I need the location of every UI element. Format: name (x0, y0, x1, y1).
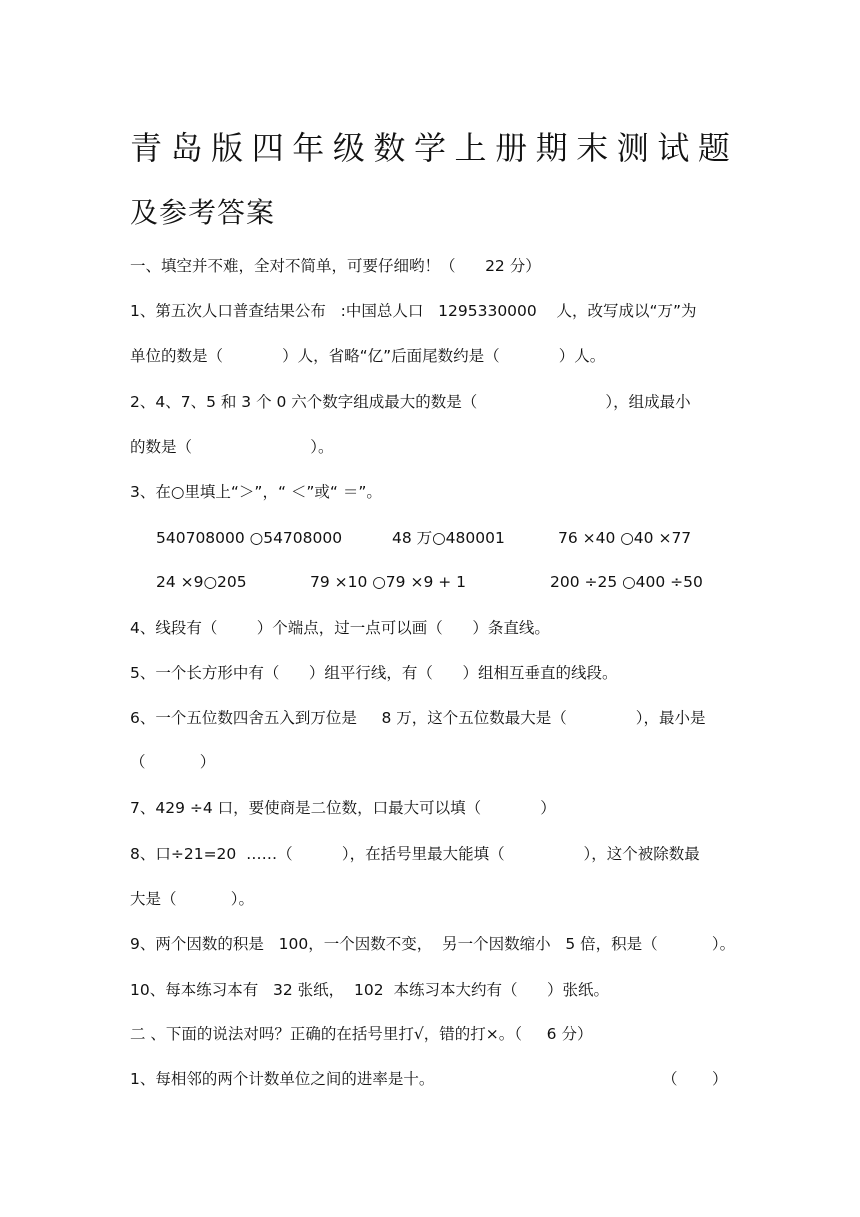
title-char: 版 (211, 129, 244, 167)
comparison-item: 48 万○480001 (392, 529, 505, 547)
comparison-item: 24 ×9○205 (156, 573, 247, 591)
document-title-line1 (130, 126, 730, 170)
title-char: 年 (292, 129, 325, 167)
question-5: 5、一个长方形中有（ ）组平行线，有（ ）组相互垂直的线段。 (130, 664, 618, 682)
question-6-line2: （ ） (130, 753, 216, 771)
title-char: 题 (697, 129, 730, 167)
title-char: 试 (657, 129, 690, 167)
question-9: 9、两个因数的积是 100，一个因数不变， 另一个因数缩小 5 倍，积是（ ）。 (130, 935, 736, 953)
title-char: 数 (373, 129, 406, 167)
question-3: 3、在○里填上“＞”，“ ＜”或“ ＝”。 (130, 483, 382, 501)
judge-answer-bracket: （ ） (662, 1070, 728, 1088)
question-7: 7、429 ÷4 口，要使商是二位数，口最大可以填（ ） (130, 799, 556, 817)
question-2-line1: 2、4、7、5 和 3 个 0 六个数字组成最大的数是（ ），组成最小 (130, 393, 691, 411)
title-char: 岛 (170, 129, 203, 167)
question-6-line1: 6、一个五位数四舍五入到万位是 8 万，这个五位数最大是（ ），最小是 (130, 709, 706, 727)
title-char: 期 (535, 129, 568, 167)
question-10: 10、每本练习本有 32 张纸， 102 本练习本大约有（ ）张纸。 (130, 981, 610, 999)
question-2-line2: 的数是（ ）。 (130, 438, 334, 456)
question-1-line1: 1、第五次人口普查结果公布 :中国总人口 1295330000 人，改写成以“万”为 (130, 302, 697, 320)
document-title-line2: 及参考答案 (130, 196, 276, 229)
title-char: 测 (616, 129, 649, 167)
question-8-line2: 大是（ ）。 (130, 890, 254, 908)
title-char: 上 (454, 129, 487, 167)
question-1-line2: 单位的数是（ ）人，省略“亿”后面尾数约是（ ）人。 (130, 347, 606, 365)
comparison-item: 76 ×40 ○40 ×77 (558, 529, 692, 547)
title-char: 学 (413, 129, 446, 167)
title-char: 末 (576, 129, 609, 167)
comparison-item: 200 ÷25 ○400 ÷50 (550, 573, 703, 591)
section1-heading: 一、填空并不难，全对不简单，可要仔细哟！（ 22 分） (130, 257, 541, 275)
title-char: 青 (130, 129, 163, 167)
question-8-line1: 8、口÷21=20 ……（ ），在括号里最大能填（ ），这个被除数最 (130, 845, 700, 863)
question-4: 4、线段有（ ）个端点，过一点可以画（ ）条直线。 (130, 619, 550, 637)
comparison-item: 540708000 ○54708000 (156, 529, 343, 547)
title-char: 级 (332, 129, 365, 167)
title-char: 册 (495, 129, 528, 167)
section2-heading: 二 、下面的说法对吗？正确的在括号里打√，错的打×。（ 6 分） (130, 1025, 593, 1043)
comparison-item: 79 ×10 ○79 ×9 + 1 (310, 573, 467, 591)
judge-question-1: 1、每相邻的两个计数单位之间的进率是十。 (130, 1070, 435, 1088)
title-char: 四 (251, 129, 284, 167)
